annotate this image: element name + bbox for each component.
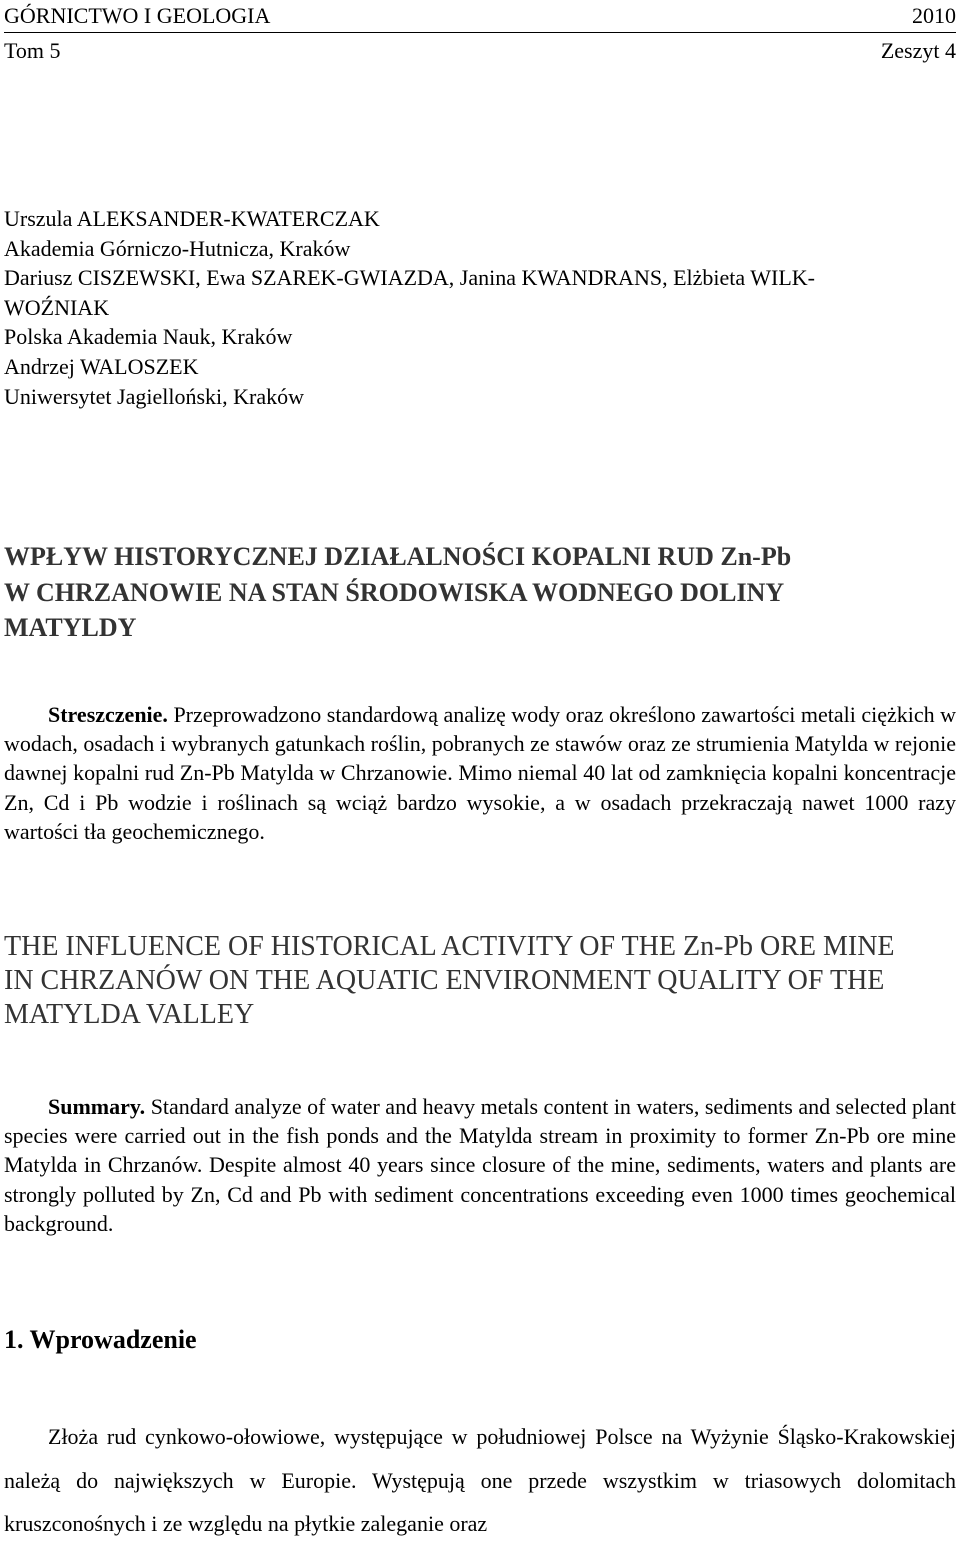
- header-divider: [4, 32, 956, 33]
- abstract-polish: [4, 700, 956, 846]
- summary-text: Standard analyze of water and heavy metals content in waters, sediments and selected plant species were carried out in the fish ponds and the Matylda stream in proximity to former Zn-Pb ore mine Matylda in Chrzanów. Despite almost 40 years since closure of the mine, sediments, waters and plants are strongly polluted by Zn, Cd and Pb with sediment concentrations exceeding even 1000 times geochemical background.: [4, 1094, 956, 1236]
- title-english: [4, 930, 956, 1032]
- journal-issue: Zeszyt 4: [880, 38, 956, 63]
- journal-name: GÓRNICTWO I GEOLOGIA: [4, 3, 271, 28]
- summary-label: Summary.: [48, 1094, 146, 1119]
- author-line: Andrzej WALOSZEK: [4, 353, 199, 379]
- author-line: WOŹNIAK: [4, 294, 110, 320]
- section-heading: 1. Wprowadzenie: [4, 1325, 197, 1354]
- title-line: THE INFLUENCE OF HISTORICAL ACTIVITY OF THE Zn-Pb ORE MINE: [4, 931, 895, 962]
- title-line: MATYLDA VALLEY: [4, 999, 255, 1030]
- title-polish: [4, 539, 956, 646]
- affiliation-line: Akademia Górniczo-Hutnicza, Kraków: [4, 235, 351, 261]
- author-line: Urszula ALEKSANDER-KWATERCZAK: [4, 206, 380, 231]
- affiliation-line: Uniwersytet Jagielloński, Kraków: [4, 383, 304, 409]
- affiliation-line: Polska Akademia Nauk, Kraków: [4, 324, 293, 350]
- running-header-top: [4, 3, 956, 29]
- abstract-text: Przeprowadzono standardową analizę wody oraz określono zawartości metali ciężkich w wodach, osadach i wybranych gatunkach roślin, pobranych ze stawów oraz ze strumienia Matylda w rejonie dawnej kopalni rud Zn-Pb Matylda w Chrzanowie. Mimo niemal 40 lat od zamknięcia kopalni koncentracje Zn, Cd i Pb wodzie i roślinach są wciąż bardzo wysokie, a w osadach przekraczają nawet 1000 razy wartości tła geochemicznego.: [4, 702, 956, 844]
- author-block: [4, 204, 956, 411]
- summary-english: [4, 1092, 956, 1238]
- running-header-bottom: [4, 38, 956, 64]
- journal-year: 2010: [912, 3, 956, 28]
- introduction-paragraph: Złoża rud cynkowo-ołowiowe, występujące w południowej Polsce na Wyżynie Śląsko-Krakowskiej należą do największych w Europie. Występują one przede wszystkim w triasowych dolomitach kruszconośnych i ze względu na płytkie zaleganie oraz: [4, 1424, 956, 1536]
- journal-volume: Tom 5: [4, 38, 61, 63]
- author-line: Dariusz CISZEWSKI, Ewa SZAREK-GWIAZDA, Janina KWANDRANS, Elżbieta WILK-: [4, 265, 815, 291]
- abstract-label: Streszczenie.: [48, 702, 168, 727]
- title-line: W CHRZANOWIE NA STAN ŚRODOWISKA WODNEGO DOLINY: [4, 577, 785, 607]
- title-line: IN CHRZANÓW ON THE AQUATIC ENVIRONMENT QUALITY OF THE: [4, 965, 885, 996]
- title-line: MATYLDY: [4, 613, 137, 642]
- title-line: WPŁYW HISTORYCZNEJ DZIAŁALNOŚCI KOPALNI RUD Zn-Pb: [4, 542, 792, 571]
